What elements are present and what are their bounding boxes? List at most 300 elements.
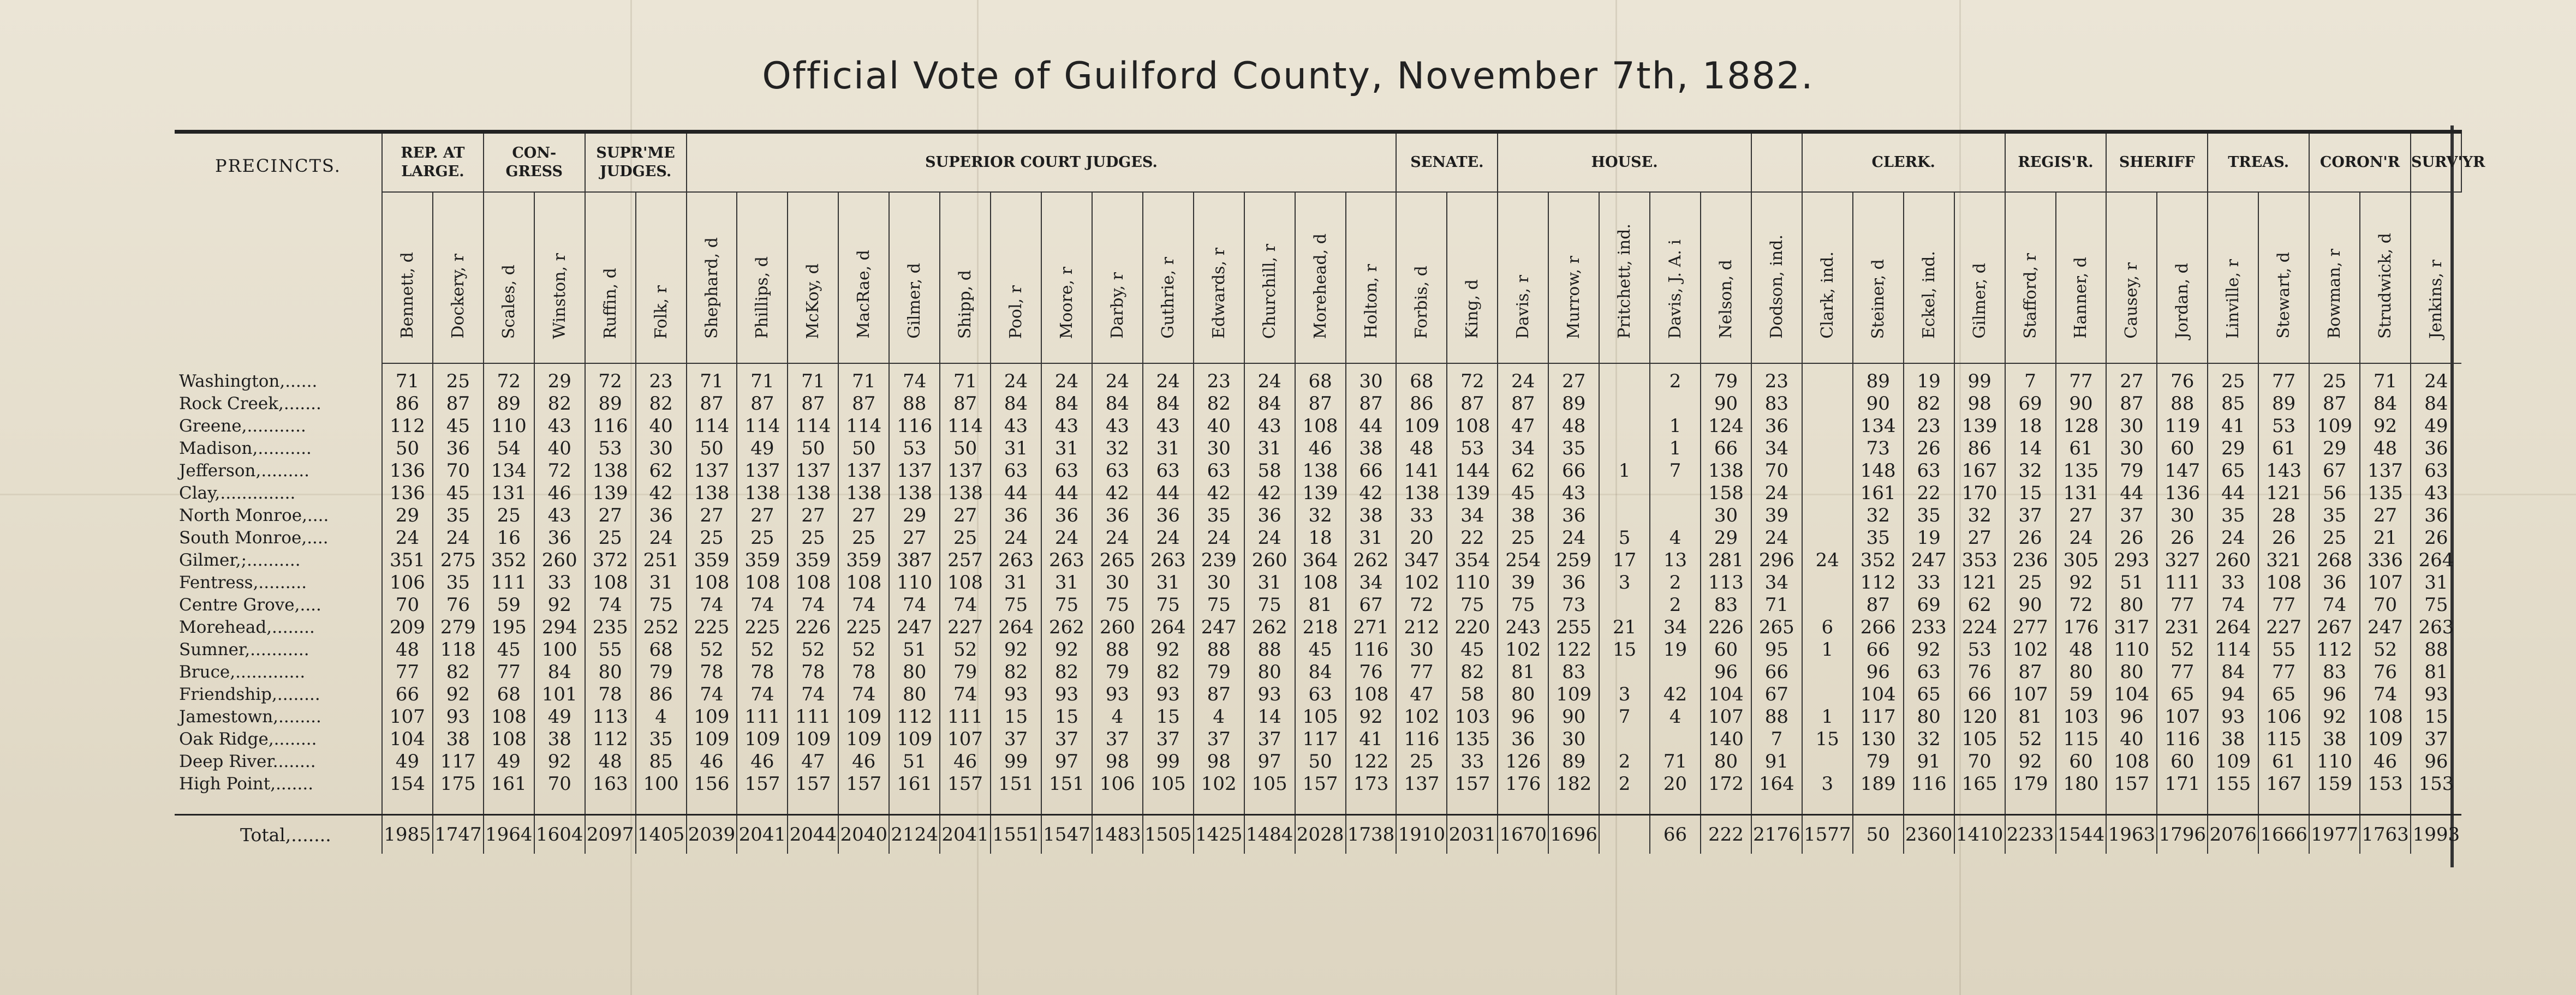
vote-count — [1599, 594, 1650, 616]
vote-count: 107 — [940, 728, 991, 751]
vote-count: 63 — [1092, 460, 1143, 482]
vote-count: 173 — [1346, 773, 1397, 795]
vote-count: 135 — [2360, 482, 2411, 505]
vote-count: 115 — [2056, 728, 2107, 751]
vote-count: 36 — [636, 505, 687, 527]
candidate-name: Causey, r — [2122, 262, 2142, 339]
vote-count: 59 — [484, 594, 534, 616]
vote-count: 156 — [687, 773, 737, 795]
vote-count: 14 — [1244, 706, 1295, 728]
vote-count: 23 — [636, 363, 687, 393]
vote-count: 108 — [1346, 684, 1397, 706]
candidate-column-header — [2258, 192, 2309, 363]
vote-count: 92 — [2360, 415, 2411, 437]
vote-count: 109 — [1396, 415, 1447, 437]
vote-count: 15 — [2411, 706, 2461, 728]
candidate-name: Jenkins, r — [2426, 259, 2446, 339]
vote-count: 44 — [2208, 482, 2258, 505]
office-header: REGIS'R. — [2005, 132, 2107, 193]
vote-count: 27 — [1548, 363, 1599, 393]
vote-count: 31 — [2411, 572, 2461, 594]
vote-count: 37 — [1143, 728, 1194, 751]
candidate-name: Shipp, d — [956, 269, 975, 339]
vote-count: 147 — [2157, 460, 2208, 482]
vote-count: 137 — [687, 460, 737, 482]
vote-count: 66 — [382, 684, 433, 706]
vote-count: 111 — [940, 706, 991, 728]
candidate-name: Holton, r — [1361, 264, 1381, 339]
vote-count: 46 — [687, 751, 737, 773]
vote-count: 7 — [1751, 728, 1802, 751]
vote-count: 25 — [1396, 751, 1447, 773]
vote-count: 80 — [889, 684, 940, 706]
vote-count: 1670 — [1498, 815, 1548, 854]
vote-count: 71 — [1751, 594, 1802, 616]
vote-count: 83 — [2309, 661, 2360, 684]
vote-count: 87 — [1194, 684, 1244, 706]
vote-count: 71 — [788, 363, 838, 393]
vote-count: 220 — [1447, 616, 1498, 639]
vote-count: 31 — [991, 437, 1041, 460]
vote-count: 27 — [687, 505, 737, 527]
precinct-row — [175, 594, 2461, 616]
vote-count: 47 — [1498, 415, 1548, 437]
vote-count: 139 — [1954, 415, 2005, 437]
vote-count: 51 — [889, 751, 940, 773]
vote-count: 66 — [1650, 815, 1701, 854]
vote-count: 78 — [838, 661, 889, 684]
vote-count: 107 — [2157, 706, 2208, 728]
vote-count: 87 — [737, 393, 788, 415]
vote-table-body — [175, 363, 2461, 854]
vote-count: 27 — [838, 505, 889, 527]
vote-count: 71 — [382, 363, 433, 393]
vote-count: 352 — [1853, 549, 1904, 572]
vote-count: 1410 — [1954, 815, 2005, 854]
vote-count: 45 — [433, 415, 484, 437]
vote-count: 31 — [1244, 437, 1295, 460]
vote-count: 52 — [737, 639, 788, 661]
office-header: CLERK. — [1802, 132, 2005, 193]
candidate-name: Shephard, d — [702, 237, 721, 339]
vote-count: 80 — [1701, 751, 1751, 773]
vote-count: 119 — [2157, 415, 2208, 437]
vote-count: 43 — [1041, 415, 1092, 437]
vote-count: 239 — [1194, 549, 1244, 572]
candidate-name: Davis, J. A. i — [1666, 239, 1685, 339]
vote-count: 109 — [788, 728, 838, 751]
vote-count: 23 — [1194, 363, 1244, 393]
vote-count: 141 — [1396, 460, 1447, 482]
vote-count: 41 — [2208, 415, 2258, 437]
vote-count: 252 — [636, 616, 687, 639]
vote-count: 34 — [1447, 505, 1498, 527]
vote-count: 3 — [1599, 684, 1650, 706]
vote-count: 114 — [838, 415, 889, 437]
vote-count: 372 — [585, 549, 636, 572]
candidate-column-header — [534, 192, 585, 363]
vote-count: 107 — [1701, 706, 1751, 728]
vote-count: 48 — [585, 751, 636, 773]
vote-count: 31 — [636, 572, 687, 594]
office-header: SHERIFF — [2106, 132, 2208, 193]
candidate-header-row — [175, 192, 2461, 363]
vote-count: 76 — [1954, 661, 2005, 684]
candidate-column-header — [1954, 192, 2005, 363]
vote-count: 89 — [1548, 393, 1599, 415]
vote-count: 31 — [1143, 437, 1194, 460]
vote-count: 15 — [1802, 728, 1853, 751]
vote-count: 2124 — [889, 815, 940, 854]
candidate-name: Gilmer, d — [1970, 263, 1989, 339]
precinct-row — [175, 728, 2461, 751]
vote-count: 25 — [2208, 363, 2258, 393]
vote-count: 29 — [1701, 527, 1751, 549]
vote-count: 33 — [1396, 505, 1447, 527]
precinct-name: Greene,........... — [179, 416, 306, 436]
vote-count: 27 — [2360, 505, 2411, 527]
vote-count — [1802, 594, 1853, 616]
vote-count: 37 — [2411, 728, 2461, 751]
vote-count: 78 — [737, 661, 788, 684]
vote-count: 137 — [1396, 773, 1447, 795]
vote-count: 19 — [1904, 363, 1954, 393]
vote-count: 1544 — [2056, 815, 2107, 854]
vote-count: 110 — [1447, 572, 1498, 594]
vote-count: 70 — [1954, 751, 2005, 773]
vote-count: 104 — [1853, 684, 1904, 706]
candidate-name: Darby, r — [1107, 272, 1127, 339]
vote-count: 225 — [838, 616, 889, 639]
vote-count: 24 — [1802, 549, 1853, 572]
vote-count: 42 — [1092, 482, 1143, 505]
vote-count: 18 — [2005, 415, 2056, 437]
vote-count: 128 — [2056, 415, 2107, 437]
vote-count: 74 — [940, 594, 991, 616]
vote-count: 42 — [1244, 482, 1295, 505]
vote-count: 71 — [737, 363, 788, 393]
vote-count: 45 — [1498, 482, 1548, 505]
vote-count: 39 — [1751, 505, 1802, 527]
vote-count: 117 — [1295, 728, 1346, 751]
vote-count: 60 — [2056, 751, 2107, 773]
vote-count: 15 — [1143, 706, 1194, 728]
vote-count: 89 — [1548, 751, 1599, 773]
vote-count: 81 — [2411, 661, 2461, 684]
vote-count: 50 — [687, 437, 737, 460]
vote-count: 108 — [1295, 415, 1346, 437]
vote-count: 83 — [1751, 393, 1802, 415]
vote-count: 124 — [1701, 415, 1751, 437]
vote-count: 34 — [1751, 572, 1802, 594]
candidate-column-header — [1498, 192, 1548, 363]
vote-count — [1802, 505, 1853, 527]
vote-count: 243 — [1498, 616, 1548, 639]
candidate-name: Linville, r — [2223, 259, 2243, 339]
vote-count: 48 — [1548, 415, 1599, 437]
candidate-name: MacRae, d — [854, 250, 874, 339]
office-header: SUPR'ME JUDGES. — [585, 132, 687, 193]
vote-count: 109 — [1548, 684, 1599, 706]
candidate-column-header — [636, 192, 687, 363]
vote-count: 63 — [1295, 684, 1346, 706]
vote-count: 79 — [2106, 460, 2157, 482]
vote-count: 72 — [1447, 363, 1498, 393]
vote-count: 111 — [2157, 572, 2208, 594]
vote-count: 29 — [2309, 437, 2360, 460]
vote-count: 82 — [1194, 393, 1244, 415]
vote-count: 135 — [2056, 460, 2107, 482]
candidate-name: Strudwick, d — [2376, 232, 2395, 339]
vote-count: 144 — [1447, 460, 1498, 482]
vote-count: 25 — [788, 527, 838, 549]
document-title: Official Vote of Guilford County, November 7th, 1882. — [762, 55, 1814, 98]
vote-count: 222 — [1701, 815, 1751, 854]
vote-count: 109 — [737, 728, 788, 751]
vote-count: 2097 — [585, 815, 636, 854]
candidate-name: Winston, r — [550, 253, 569, 339]
vote-count: 27 — [940, 505, 991, 527]
vote-count: 1738 — [1346, 815, 1397, 854]
precinct-name: Clay,.............. — [179, 483, 296, 503]
vote-count: 36 — [2309, 572, 2360, 594]
vote-count: 73 — [1853, 437, 1904, 460]
vote-count: 157 — [1447, 773, 1498, 795]
vote-count: 5 — [1599, 527, 1650, 549]
precinct-name: Gilmer,;.......... — [179, 550, 301, 570]
vote-count: 271 — [1346, 616, 1397, 639]
vote-count: 37 — [1194, 728, 1244, 751]
vote-count: 32 — [1092, 437, 1143, 460]
vote-count: 136 — [382, 482, 433, 505]
vote-count: 233 — [1904, 616, 1954, 639]
vote-count: 86 — [1954, 437, 2005, 460]
candidate-name: Guthrie, r — [1158, 257, 1178, 339]
precinct-row — [175, 363, 2461, 393]
vote-count: 77 — [2157, 594, 2208, 616]
vote-count: 92 — [2005, 751, 2056, 773]
candidate-name: Dodson, ind. — [1767, 235, 1786, 339]
vote-count: 105 — [1244, 773, 1295, 795]
candidate-column-header — [484, 192, 534, 363]
candidate-column-header — [991, 192, 1041, 363]
vote-count: 26 — [2157, 527, 2208, 549]
vote-count: 1910 — [1396, 815, 1447, 854]
vote-count: 87 — [838, 393, 889, 415]
vote-count: 26 — [2411, 527, 2461, 549]
vote-count: 44 — [1041, 482, 1092, 505]
vote-count: 359 — [737, 549, 788, 572]
vote-count: 24 — [991, 363, 1041, 393]
vote-count: 36 — [1092, 505, 1143, 527]
vote-count: 80 — [889, 661, 940, 684]
vote-count — [1599, 437, 1650, 460]
vote-count: 49 — [534, 706, 585, 728]
vote-count — [1802, 751, 1853, 773]
vote-count — [1599, 363, 1650, 393]
vote-count: 38 — [433, 728, 484, 751]
vote-count: 84 — [1041, 393, 1092, 415]
vote-count: 1 — [1650, 437, 1701, 460]
vote-count: 48 — [2360, 437, 2411, 460]
vote-count — [1599, 661, 1650, 684]
vote-count: 114 — [2208, 639, 2258, 661]
vote-count: 84 — [534, 661, 585, 684]
office-header — [1751, 132, 1802, 193]
vote-count: 105 — [1295, 706, 1346, 728]
precinct-row — [175, 460, 2461, 482]
vote-count: 263 — [2411, 616, 2461, 639]
vote-count: 112 — [585, 728, 636, 751]
vote-count: 70 — [1751, 460, 1802, 482]
vote-count: 22 — [1447, 527, 1498, 549]
vote-count: 171 — [2157, 773, 2208, 795]
office-header: CON- GRESS — [484, 132, 585, 193]
vote-count: 351 — [382, 549, 433, 572]
vote-count: 48 — [2056, 639, 2107, 661]
vote-count: 35 — [636, 728, 687, 751]
vote-count: 137 — [889, 460, 940, 482]
vote-count: 24 — [1498, 363, 1548, 393]
vote-count: 84 — [991, 393, 1041, 415]
candidate-column-header — [2056, 192, 2107, 363]
vote-count — [1650, 482, 1701, 505]
vote-count: 21 — [1599, 616, 1650, 639]
vote-count: 31 — [1041, 437, 1092, 460]
candidate-column-header — [1143, 192, 1194, 363]
vote-count: 180 — [2056, 773, 2107, 795]
vote-count: 36 — [433, 437, 484, 460]
vote-count: 103 — [1447, 706, 1498, 728]
vote-count: 30 — [1194, 572, 1244, 594]
vote-count: 15 — [1599, 639, 1650, 661]
vote-count: 1696 — [1548, 815, 1599, 854]
vote-count: 92 — [1143, 639, 1194, 661]
vote-count: 70 — [534, 773, 585, 795]
vote-count: 66 — [1701, 437, 1751, 460]
office-header: SUPERIOR COURT JUDGES. — [687, 132, 1397, 193]
vote-count: 1747 — [433, 815, 484, 854]
vote-count: 72 — [484, 363, 534, 393]
vote-count: 37 — [2005, 505, 2056, 527]
vote-count: 138 — [585, 460, 636, 482]
vote-count: 63 — [1143, 460, 1194, 482]
vote-count: 116 — [1346, 639, 1397, 661]
candidate-name: Steiner, d — [1868, 259, 1888, 339]
vote-table — [175, 130, 2485, 854]
candidate-column-header — [1904, 192, 1954, 363]
vote-count: 84 — [1244, 393, 1295, 415]
vote-count: 24 — [1244, 363, 1295, 393]
vote-count: 296 — [1751, 549, 1802, 572]
vote-count: 31 — [1041, 572, 1092, 594]
vote-count: 68 — [636, 639, 687, 661]
vote-count: 20 — [1650, 773, 1701, 795]
vote-count: 212 — [1396, 616, 1447, 639]
vote-count: 49 — [484, 751, 534, 773]
office-header: SENATE. — [1396, 132, 1498, 193]
office-header-row — [175, 132, 2461, 193]
vote-count: 75 — [991, 594, 1041, 616]
vote-count: 1405 — [636, 815, 687, 854]
vote-count: 354 — [1447, 549, 1498, 572]
vote-count: 43 — [991, 415, 1041, 437]
vote-count: 26 — [2005, 527, 2056, 549]
vote-count: 17 — [1599, 549, 1650, 572]
precinct-row — [175, 549, 2461, 572]
vote-count: 130 — [1853, 728, 1904, 751]
vote-count: 88 — [889, 393, 940, 415]
vote-count: 35 — [1853, 527, 1904, 549]
vote-count: 140 — [1701, 728, 1751, 751]
vote-count: 106 — [1092, 773, 1143, 795]
vote-count: 25 — [1498, 527, 1548, 549]
vote-count: 45 — [1447, 639, 1498, 661]
vote-count: 36 — [1548, 505, 1599, 527]
vote-count: 65 — [2157, 684, 2208, 706]
vote-count: 48 — [1396, 437, 1447, 460]
vote-count: 1577 — [1802, 815, 1853, 854]
precinct-row — [175, 482, 2461, 505]
vote-count: 35 — [1904, 505, 1954, 527]
vote-count: 30 — [2106, 437, 2157, 460]
vote-count: 33 — [2208, 572, 2258, 594]
precinct-name: Sumner,........... — [179, 640, 309, 660]
vote-count: 108 — [1295, 572, 1346, 594]
precinct-name: Fentress,......... — [179, 573, 307, 592]
vote-count: 107 — [382, 706, 433, 728]
vote-count: 137 — [838, 460, 889, 482]
vote-count: 226 — [788, 616, 838, 639]
vote-count: 157 — [788, 773, 838, 795]
vote-count: 93 — [1041, 684, 1092, 706]
vote-count: 90 — [1853, 393, 1904, 415]
vote-count: 107 — [2360, 572, 2411, 594]
vote-count: 264 — [2208, 616, 2258, 639]
vote-count: 65 — [2258, 684, 2309, 706]
vote-count: 111 — [788, 706, 838, 728]
vote-count: 24 — [1751, 527, 1802, 549]
vote-count: 92 — [534, 594, 585, 616]
vote-count: 115 — [2258, 728, 2309, 751]
vote-count — [1650, 393, 1701, 415]
vote-count: 46 — [1295, 437, 1346, 460]
vote-count: 84 — [1092, 393, 1143, 415]
vote-count: 30 — [1396, 639, 1447, 661]
precinct-name: Oak Ridge,........ — [179, 729, 317, 749]
vote-count: 22 — [1904, 482, 1954, 505]
vote-count: 116 — [585, 415, 636, 437]
vote-count: 164 — [1751, 773, 1802, 795]
vote-count: 63 — [1904, 460, 1954, 482]
vote-count: 24 — [1092, 527, 1143, 549]
vote-count: 74 — [838, 594, 889, 616]
vote-count: 2176 — [1751, 815, 1802, 854]
vote-count: 61 — [2258, 437, 2309, 460]
precinct-name: Bruce,............. — [179, 662, 306, 682]
total-label: Total,....... — [175, 815, 382, 854]
vote-count: 112 — [889, 706, 940, 728]
vote-count: 16 — [484, 527, 534, 549]
vote-count: 37 — [991, 728, 1041, 751]
vote-count: 25 — [2309, 527, 2360, 549]
vote-count: 69 — [2005, 393, 2056, 415]
vote-count: 121 — [2258, 482, 2309, 505]
vote-count: 96 — [1853, 661, 1904, 684]
vote-count: 35 — [433, 505, 484, 527]
vote-count: 267 — [2309, 616, 2360, 639]
vote-count: 109 — [687, 728, 737, 751]
